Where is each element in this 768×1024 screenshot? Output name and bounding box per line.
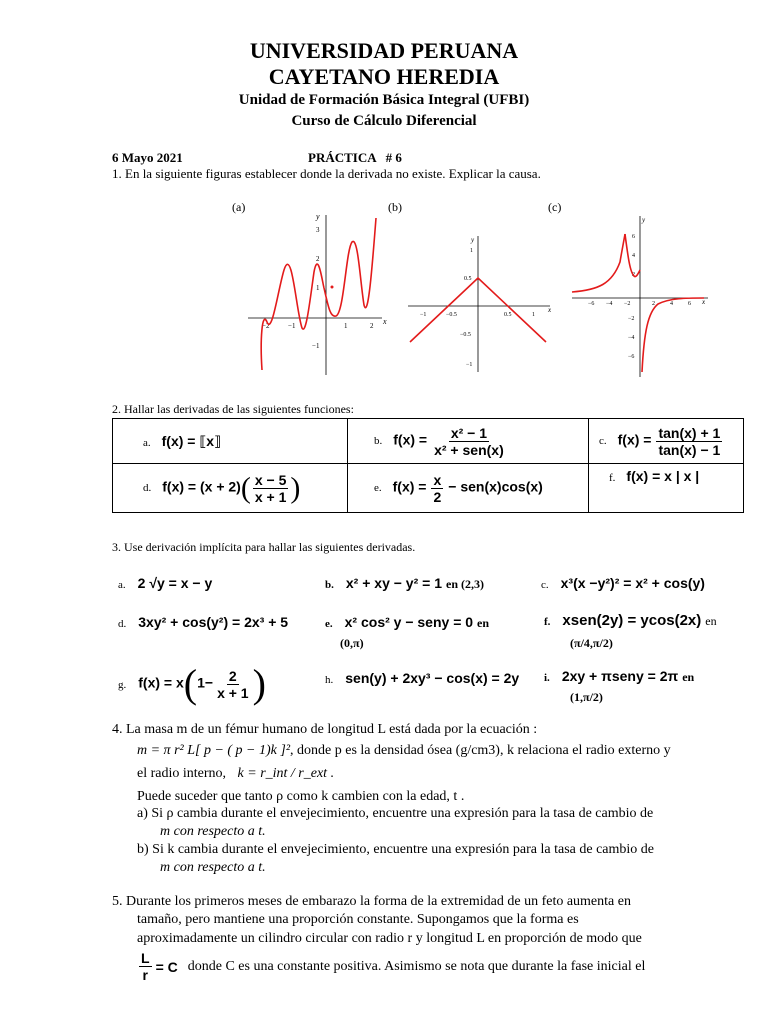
q3-item-e [325, 614, 489, 632]
graph-c-xtick: 4 [670, 301, 673, 307]
graph-c-y-label: y [642, 216, 646, 224]
graph-a-xtick: −1 [288, 322, 296, 330]
expr-b-lhs: f(x) = [393, 430, 428, 447]
cell-b [348, 419, 589, 464]
label-f: f. [609, 472, 616, 484]
q4-line4: Puede suceder que tanto ρ como k cambien con la edad, t . [137, 789, 465, 804]
graph-a [240, 210, 390, 380]
q4-k-definition: k = r_int / r_ext . [237, 766, 335, 781]
q3-item-i [544, 668, 694, 686]
q3-expr-e: x² cos² y − seny = 0 [344, 614, 474, 630]
q5-fraction-denominator: r [142, 967, 148, 983]
q4-part-b-2: m con respecto a t. [160, 860, 266, 875]
q3-item-f [544, 612, 717, 630]
graph-a-xtick: 2 [370, 322, 374, 330]
q4-formula: m = π r² L[ p − ( p − 1)k ]² [137, 743, 291, 758]
q3-expr-g-one: 1− [197, 674, 214, 691]
question-3-text: 3. Use derivación implícita para hallar las siguientes derivadas. [112, 540, 416, 554]
q3-label-c: c. [541, 579, 549, 591]
graph-c-ytick: −6 [628, 354, 635, 360]
practice-number: PRÁCTICA # 6 [308, 150, 402, 165]
q5-line3: aproximadamente un cilindro circular con radio r y longitud L en proporción de modo que [137, 931, 642, 946]
graph-c-ytick: 2 [632, 272, 635, 278]
q3-label-b: b. [325, 579, 334, 591]
q3-label-f: f. [544, 616, 551, 628]
q3-label-e: e. [325, 618, 333, 630]
expr-e-numerator: x [433, 471, 442, 488]
graph-a-x-label: x [383, 317, 387, 326]
q3-en-f: en [705, 614, 717, 628]
graph-b-ytick: −0.5 [460, 332, 471, 338]
q3-expr-g-numerator: 2 [228, 667, 237, 684]
graph-b-ytick: 1 [470, 248, 473, 254]
graph-b-ytick: −1 [466, 362, 473, 368]
expr-d-numerator: x − 5 [254, 471, 287, 488]
question-4-intro: 4. La masa m de un fémur humano de longitud L está dada por la ecuación : [112, 722, 538, 737]
expr-d-fraction [253, 472, 289, 505]
graph-a-ytick: 2 [316, 255, 320, 263]
graph-b-xtick: 0.5 [504, 312, 512, 318]
label-b: b. [374, 434, 383, 447]
q5-line1: 5. Durante los primeros meses de embarazo la forma de la extremidad de un feto aumenta en [112, 894, 631, 909]
graph-a-curve-left [261, 264, 324, 370]
graph-b-ytick: 0.5 [464, 276, 472, 282]
graph-a-xtick: 1 [344, 322, 348, 330]
expr-b-denominator: x² + sen(x) [434, 441, 504, 458]
q3-expr-i: 2xy + πseny = 2π [561, 668, 679, 684]
practice-date: 6 Mayo 2021 [112, 150, 183, 165]
expr-c-fraction [656, 425, 722, 458]
university-title-line2: CAYETANO HEREDIA [268, 64, 500, 89]
expr-e-denominator: 2 [433, 488, 442, 505]
graph-c-xtick: 2 [652, 301, 655, 307]
cell-d [113, 464, 348, 513]
graph-c-xtick: −4 [606, 301, 613, 307]
graph-a-ytick: 3 [316, 226, 320, 234]
q4-line3-text: el radio interno, [137, 766, 227, 781]
course-title: Curso de Cálculo Diferencial [291, 113, 477, 129]
expr-e-fraction [431, 472, 443, 505]
q3-en-e: en [477, 616, 490, 630]
graph-c-ytick: −2 [628, 316, 635, 322]
q4-formula-tail: , donde p es la densidad ósea (g/cm3), k relaciona el radio externo y [290, 743, 671, 758]
functions-table [112, 418, 744, 513]
graph-b-xtick: −0.5 [446, 312, 457, 318]
university-title-line1: UNIVERSIDAD PERUANA [249, 38, 519, 63]
q3-item-g [118, 661, 266, 706]
q3-expr-g-paren-close: ) [252, 661, 266, 706]
q4-part-a-1: a) Si ρ cambia durante el envejecimiento, encuentre una expresión para la tasa de cambio de [137, 806, 654, 821]
q3-label-i: i. [544, 672, 550, 684]
graph-a-y-label: y [316, 212, 320, 221]
q5-line4-text: donde C es una constante positiva. Asimismo se nota que durante la fase inicial el [187, 958, 646, 974]
q3-expr-h: sen(y) + 2xy³ − cos(x) = 2y [345, 670, 520, 686]
graph-c-xtick: 6 [688, 301, 691, 307]
q3-item-h [325, 670, 519, 688]
expr-d-paren-open: ( [240, 471, 251, 504]
q3-label-h: h. [325, 674, 334, 686]
cell-a [113, 419, 348, 464]
q3-item-d [118, 614, 288, 632]
q3-en-i: en [682, 670, 695, 684]
q3-label-d: d. [118, 618, 127, 630]
expr-b-fraction [432, 425, 506, 458]
graph-a-ytick: 1 [316, 284, 320, 292]
graph-a-isolated-point [331, 286, 334, 289]
expr-c-denominator: tan(x) − 1 [658, 441, 721, 458]
label-d: d. [143, 481, 152, 494]
label-a: a. [143, 436, 151, 449]
q3-point-i: (1,π/2) [570, 690, 603, 704]
expr-c-numerator: tan(x) + 1 [658, 424, 721, 441]
q3-expr-g-lhs: f(x) = x [138, 674, 184, 691]
q3-label-a: a. [118, 579, 126, 591]
q3-expr-c: x³(x −y²)² = x² + cos(y) [560, 575, 705, 591]
q4-line3 [137, 766, 334, 782]
q3-expr-g-denominator: x + 1 [217, 684, 249, 701]
graph-b-xtick: 1 [532, 312, 535, 318]
graph-c [568, 212, 718, 382]
expr-d-paren-close: ) [290, 471, 301, 504]
question-2-text: 2. Hallar las derivadas de las siguientes funciones: [112, 402, 354, 416]
graph-b-y-label: y [471, 236, 475, 244]
q3-expr-b: x² + xy − y² = 1 [345, 575, 442, 591]
label-e: e. [374, 481, 382, 494]
q4-part-a-2: m con respecto a t. [160, 824, 266, 839]
expr-f: f(x) = x | x | [626, 468, 700, 484]
graph-c-ytick: 6 [632, 234, 635, 240]
graph-c-curve-left [572, 234, 625, 292]
q3-item-b [325, 575, 484, 593]
q3-expr-g-fraction [215, 668, 251, 701]
question-1-text: 1. En la siguiente figuras establecer donde la derivada no existe. Explicar la causa. [112, 166, 541, 181]
graph-b-x-label: x [548, 306, 552, 314]
expr-b-numerator: x² − 1 [450, 424, 488, 441]
expr-a: f(x) = ⟦x⟧ [161, 432, 221, 449]
q5-fraction-eq: = C [155, 958, 178, 975]
q3-point-f: (π/4,π/2) [570, 636, 613, 650]
q4-formula-line [137, 743, 671, 759]
graph-b-tag: (b) [388, 200, 402, 214]
q5-fraction-numerator: L [141, 950, 150, 966]
cell-e [348, 464, 589, 513]
q3-expr-g-paren-open: ( [183, 661, 198, 706]
graph-a-xtick: −2 [262, 322, 270, 330]
graph-a-tag: (a) [232, 200, 246, 214]
q5-fraction [139, 950, 152, 983]
expr-e-lhs: f(x) = [392, 477, 427, 494]
graph-c-tag: (c) [548, 200, 562, 214]
graph-c-xtick: −2 [624, 301, 631, 307]
expr-d-lhs: f(x) = (x + 2) [162, 477, 241, 494]
graph-b-xtick: −1 [420, 312, 427, 318]
q3-point-e: (0,π) [340, 636, 364, 650]
graph-a-ytick: −1 [312, 342, 320, 350]
q5-line2: tamaño, pero mantiene una proporción constante. Supongamos que la forma es [137, 912, 579, 927]
label-c: c. [599, 434, 607, 447]
q4-part-b-1: b) Si k cambia durante el envejecimiento, encuentre una expresión para la tasa de cambio de [137, 842, 655, 857]
q3-expr-d: 3xy² + cos(y²) = 2x³ + 5 [138, 614, 289, 630]
expr-d-denominator: x + 1 [254, 488, 287, 505]
q3-item-a [118, 575, 212, 593]
unit-title: Unidad de Formación Básica Integral (UFBI) [238, 92, 530, 108]
graph-c-xtick: −6 [588, 301, 595, 307]
expr-c-lhs: f(x) = [617, 430, 652, 447]
graph-b [404, 232, 554, 377]
q5-line4 [137, 950, 645, 983]
graph-c-x-label: x [702, 298, 706, 306]
q3-label-g: g. [118, 678, 127, 691]
expr-e-rest: − sen(x)cos(x) [448, 477, 543, 494]
graph-c-ytick: −4 [628, 335, 635, 341]
graph-c-ytick: 4 [632, 253, 635, 259]
q3-point-b: en (2,3) [446, 577, 484, 591]
cell-c [589, 419, 744, 464]
q3-item-c [541, 575, 705, 593]
q3-expr-f: xsen(2y) = ycos(2x) [562, 612, 702, 629]
graph-a-curve-right [324, 218, 376, 316]
graph-c-curve-right [642, 298, 704, 372]
cell-f [589, 464, 744, 513]
q3-expr-a: 2 √y = x − y [137, 575, 213, 591]
